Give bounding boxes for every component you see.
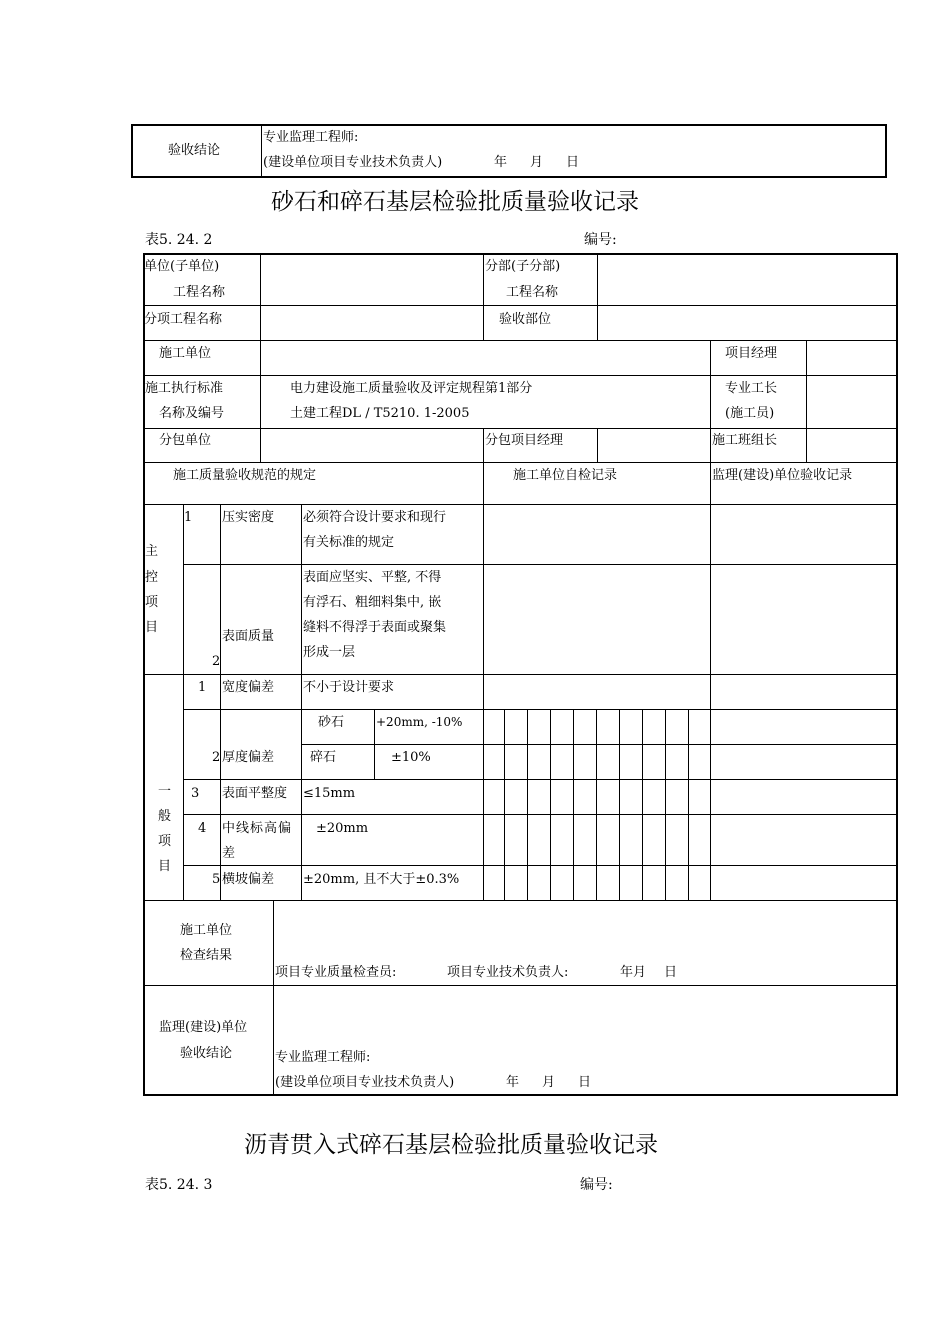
rule xyxy=(143,1094,898,1096)
general-group-char: 项 xyxy=(158,834,172,849)
general-group-char: 般 xyxy=(158,809,172,824)
rule xyxy=(504,709,505,900)
rule xyxy=(143,340,898,341)
rule xyxy=(710,340,711,462)
main-item-2-requirement-line4: 形成一层 xyxy=(303,645,356,660)
check-date-year-month: 年月 xyxy=(620,965,647,980)
rule xyxy=(143,253,898,255)
rule xyxy=(550,709,551,900)
supervision-header: 监理(建设)单位验收记录 xyxy=(712,468,853,483)
rule xyxy=(260,253,261,462)
supervising-engineer-label: 专业监理工程师: xyxy=(275,1050,371,1065)
construction-unit-label: 施工单位 xyxy=(159,346,212,361)
main-item-2-requirement-line2: 有浮石、粗细料集中, 嵌 xyxy=(303,595,442,610)
owner-responsible-label: (建设单位项目专业技术负责人) xyxy=(263,155,443,170)
main-group-char: 项 xyxy=(145,595,159,610)
standard-value-line2: 土建工程DL / T5210. 1-2005 xyxy=(290,406,470,421)
general-item-2-name: 厚度偏差 xyxy=(222,750,275,765)
sub-part-label-line1: 分部(子分部) xyxy=(485,259,561,274)
subcontractor-label: 分包单位 xyxy=(159,433,212,448)
general-item-1-name: 宽度偏差 xyxy=(222,680,275,695)
date-day: 日 xyxy=(566,155,580,170)
conclusion-date-year: 年 xyxy=(506,1075,520,1090)
rule xyxy=(143,674,898,675)
standard-label-line1: 施工执行标准 xyxy=(145,381,224,396)
general-item-2-number: 2 xyxy=(212,750,221,765)
general-item-5-name: 横坡偏差 xyxy=(222,872,275,887)
rule xyxy=(143,900,898,901)
main-item-1-name: 压实密度 xyxy=(222,510,275,525)
acceptance-conclusion-label: 验收结论 xyxy=(168,143,221,158)
general-item-3-number: 3 xyxy=(191,786,200,801)
form2-title: 沥青贯入式碎石基层检验批质量验收记录 xyxy=(244,1132,658,1158)
general-item-2-sub1-name: 砂石 xyxy=(318,715,345,730)
rule xyxy=(183,564,898,565)
rule xyxy=(183,709,898,710)
rule xyxy=(483,253,484,340)
main-item-1-requirement-line2: 有关标准的规定 xyxy=(303,535,395,550)
general-item-5-requirement: ±20mm, 且不大于±0.3% xyxy=(303,872,460,887)
rule xyxy=(143,462,898,463)
rule xyxy=(597,428,598,462)
standard-value-line1: 电力建设施工质量验收及评定规程第1部分 xyxy=(290,381,533,396)
rule xyxy=(143,504,898,505)
main-item-1-number: 1 xyxy=(184,510,193,525)
rule xyxy=(143,428,898,429)
rule xyxy=(885,124,887,178)
sub-part-label-line2: 工程名称 xyxy=(506,285,559,300)
check-date-day: 日 xyxy=(664,965,678,980)
rule xyxy=(483,462,484,900)
rule xyxy=(710,462,711,900)
conclusion-date-day: 日 xyxy=(578,1075,592,1090)
rule xyxy=(483,428,484,462)
rule xyxy=(143,375,898,376)
sub-pm-label: 分包项目经理 xyxy=(485,433,564,448)
general-item-1-number: 1 xyxy=(198,680,207,695)
sub-item-label: 分项工程名称 xyxy=(144,312,223,327)
conclusion-label-line2: 验收结论 xyxy=(180,1046,233,1061)
rule xyxy=(596,709,597,900)
self-check-header: 施工单位自检记录 xyxy=(513,468,618,483)
unit-label-line1: 单位(子单位) xyxy=(144,259,220,274)
rule xyxy=(131,176,887,178)
general-item-3-name: 表面平整度 xyxy=(222,786,288,801)
conclusion-label-line1: 监理(建设)单位 xyxy=(159,1020,248,1035)
general-item-2-sub2-name: 碎石 xyxy=(310,750,337,765)
form2-table-number: 表5. 24. 3 xyxy=(145,1177,213,1193)
general-item-4-number: 4 xyxy=(198,821,207,836)
team-leader-label: 施工班组长 xyxy=(712,433,778,448)
check-result-label-line2: 检查结果 xyxy=(180,948,233,963)
rule xyxy=(806,340,807,462)
main-item-2-requirement-line3: 缝料不得浮于表面或聚集 xyxy=(303,620,447,635)
project-manager-label: 项目经理 xyxy=(725,346,778,361)
rule xyxy=(688,709,689,900)
general-item-1-requirement: 不小于设计要求 xyxy=(303,680,395,695)
rule xyxy=(220,504,221,900)
owner-responsible-label: (建设单位项目专业技术负责人) xyxy=(275,1075,455,1090)
general-item-2-sub2-requirement: ±10% xyxy=(391,750,431,765)
date-month: 月 xyxy=(530,155,544,170)
general-item-4-name-line2: 差 xyxy=(222,846,236,861)
rule xyxy=(183,814,898,815)
rule xyxy=(301,744,898,745)
acceptance-part-label: 验收部位 xyxy=(499,312,552,327)
rule xyxy=(619,709,620,900)
rule xyxy=(573,709,574,900)
rule xyxy=(261,124,262,178)
form2-serial-label: 编号: xyxy=(580,1177,613,1193)
quality-inspector-label: 项目专业质量检查员: xyxy=(275,965,397,980)
main-item-1-requirement-line1: 必须符合设计要求和现行 xyxy=(303,510,447,525)
supervising-engineer-label: 专业监理工程师: xyxy=(263,130,359,145)
rule xyxy=(183,865,898,866)
form1-serial-label: 编号: xyxy=(584,232,617,248)
rule xyxy=(183,504,184,900)
rule xyxy=(183,779,898,780)
rule xyxy=(131,124,887,126)
tech-lead-label: 项目专业技术负责人: xyxy=(447,965,569,980)
rule xyxy=(131,124,133,178)
foreman-label-line1: 专业工长 xyxy=(725,381,778,396)
unit-label-line2: 工程名称 xyxy=(173,285,226,300)
general-item-4-requirement: ±20mm xyxy=(316,821,369,836)
rule xyxy=(597,253,598,340)
general-group-char: 目 xyxy=(158,859,172,874)
general-item-5-number: 5 xyxy=(212,872,221,887)
main-item-2-name: 表面质量 xyxy=(222,629,275,644)
main-group-char: 主 xyxy=(145,544,159,559)
conclusion-date-month: 月 xyxy=(542,1075,556,1090)
general-group-char: 一 xyxy=(158,784,172,799)
main-group-char: 控 xyxy=(145,570,159,585)
rule xyxy=(273,900,274,1095)
rule xyxy=(143,305,898,306)
main-item-2-requirement-line1: 表面应坚实、平整, 不得 xyxy=(303,570,442,585)
main-group-char: 目 xyxy=(145,620,159,635)
check-result-label-line1: 施工单位 xyxy=(180,923,233,938)
foreman-label-line2: (施工员) xyxy=(725,406,775,421)
form1-title: 砂石和碎石基层检验批质量验收记录 xyxy=(271,189,639,215)
rule xyxy=(374,709,375,779)
standard-label-line2: 名称及编号 xyxy=(159,406,225,421)
rule xyxy=(301,504,302,900)
main-item-2-number: 2 xyxy=(212,654,221,669)
rule xyxy=(143,985,898,986)
rule xyxy=(642,709,643,900)
spec-header: 施工质量验收规范的规定 xyxy=(173,468,317,483)
rule xyxy=(527,709,528,900)
general-item-4-name-line1: 中线标高偏 xyxy=(222,821,293,836)
general-item-2-sub1-requirement: +20mm, -10% xyxy=(376,715,463,729)
rule xyxy=(665,709,666,900)
date-year: 年 xyxy=(494,155,508,170)
form1-table-number: 表5. 24. 2 xyxy=(145,232,213,248)
general-item-3-requirement: ≤15mm xyxy=(303,786,356,801)
